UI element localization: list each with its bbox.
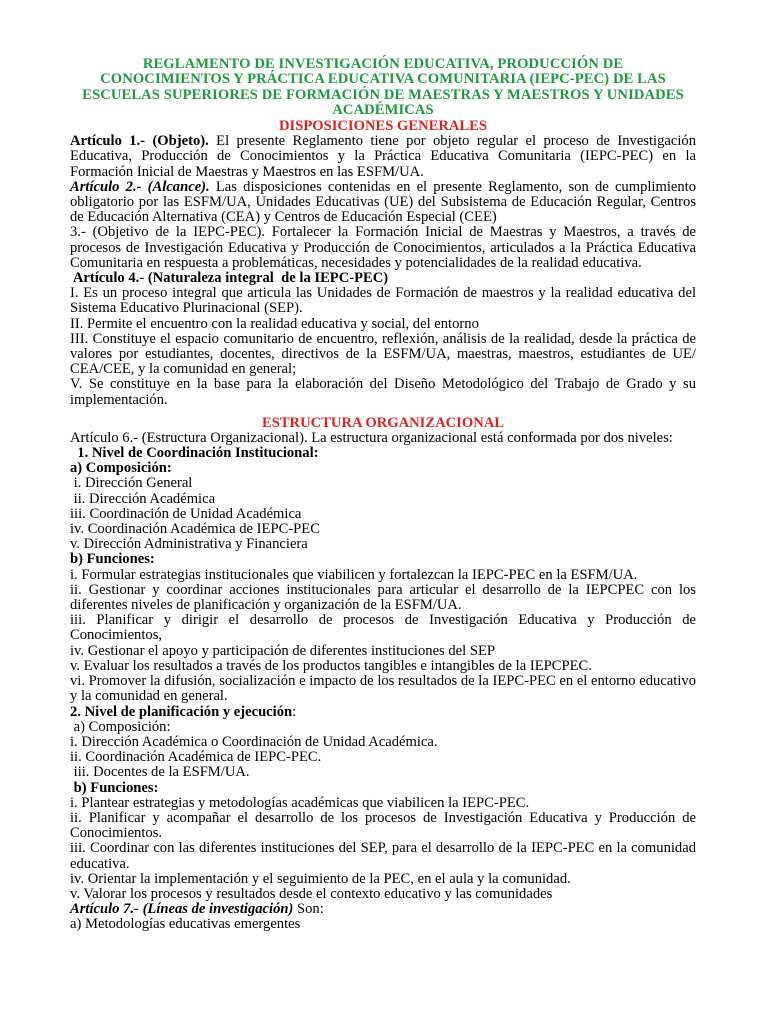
article-1 — [70, 134, 696, 180]
section-heading-estructura: ESTRUCTURA ORGANIZACIONAL — [261, 414, 505, 431]
list-item: i. Dirección Académica o Coordinación de Unidad Académica. — [70, 733, 438, 750]
article-4-item: V. Se constituye en la base para la elaboración del Diseño Metodológico del Trabajo de Grado y su implementación. — [70, 376, 696, 408]
list-item: iv. Gestionar el apoyo y participación de diferentes instituciones del SEP — [70, 642, 495, 659]
title-line: ESCUELAS SUPERIORES DE FORMACIÓN DE MAESTRAS Y MAESTROS Y UNIDADES — [82, 86, 684, 103]
level-2-heading — [70, 705, 696, 720]
level-1-composition-heading: a) Composición: — [70, 460, 172, 477]
list-item: ii. Dirección Académica — [70, 490, 216, 507]
article-4-heading: Artículo 4.- (Naturaleza integral de la IEPC-PEC) — [70, 270, 389, 287]
article-2 — [70, 180, 696, 226]
list-item: iii. Planificar y dirigir el desarrollo de procesos de Investigación Educativa y Producción de Conocimientos, — [70, 612, 696, 644]
article-7-tail: Son: — [293, 901, 324, 918]
list-item: ii. Gestionar y coordinar acciones institucionales para articular el desarrollo de la IEPCPEC con los diferentes niveles de planificación y organización de la ESFM/UA. — [70, 581, 696, 614]
list-item: ii. Coordinación Académica de IEPC-PEC. — [70, 749, 322, 766]
article-1-text: El presente Reglamento tiene por objeto regular el proceso de Investigación Educativa, Producción de Conocimientos y la Práctica Educativa Comunitaria (IEPC-PEC) en la Formación Inicial de Maestras y Maestros en las ESFM/UA. — [70, 133, 696, 180]
list-item: iii. Docentes de la ESFM/UA. — [70, 764, 250, 781]
level-2-heading-colon: : — [292, 703, 297, 720]
level-1-functions-heading: b) Funciones: — [70, 551, 155, 568]
list-item: v. Dirección Administrativa y Financiera — [70, 536, 308, 553]
list-item: ii. Planificar y acompañar el desarrollo de los procesos de Investigación Educativa y Producción de Conocimientos. — [70, 809, 696, 842]
list-item: iii. Coordinación de Unidad Académica — [70, 505, 302, 522]
level-1-heading: 1. Nivel de Coordinación Institucional: — [70, 445, 319, 462]
article-4-item: II. Permite el encuentro con la realidad educativa y social, del entorno — [70, 315, 479, 332]
title-line: REGLAMENTO DE INVESTIGACIÓN EDUCATIVA, PRODUCCIÓN DE — [142, 56, 624, 72]
article-3: 3.- (Objetivo de la IEPC-PEC). Fortalecer la Formación Inicial de Maestras y Maestros, a través de procesos de Investigación Educativa y Producción de Conocimientos, articulados a la Práctica Educativa Comunitaria en respuesta a problemáticas, necesidades y potencialidades de la realidad educativa. — [70, 224, 696, 271]
list-item: i. Dirección General — [70, 475, 193, 492]
article-1-heading: Artículo 1.- (Objeto). — [70, 133, 209, 150]
level-2-composition-heading: a) Composición: — [70, 718, 171, 735]
list-item: v. Valorar los procesos y resultados desde el contexto educativo y las comunidades — [70, 885, 553, 902]
article-2-heading: Artículo 2.- (Alcance). — [70, 178, 210, 195]
article-6: Artículo 6.- (Estructura Organizacional). La estructura organizacional está conformada por dos niveles: — [70, 429, 673, 446]
article-7 — [70, 902, 696, 917]
title-line: CONOCIMIENTOS Y PRÁCTICA EDUCATIVA COMUNITARIA (IEPC-PEC) DE LAS — [100, 71, 666, 88]
section-heading-disposiciones: DISPOSICIONES GENERALES — [278, 118, 488, 135]
article-7-heading: Artículo 7.- (Líneas de investigación) — [70, 901, 294, 918]
article-4-item: I. Es un proceso integral que articula las Unidades de Formación de maestros y la realidad educativa del Sistema Educativo Plurinacional (SEP). — [70, 285, 696, 317]
title-line: ACADÉMICAS — [332, 101, 434, 118]
document-title — [70, 57, 696, 118]
list-item: i. Plantear estrategias y metodologías académicas que viabilicen la IEPC-PEC. — [70, 794, 530, 811]
list-item: i. Formular estrategias institucionales que viabilicen y fortalezcan la IEPC-PEC en la ESFM/UA. — [70, 566, 638, 583]
list-item: a) Metodologías educativas emergentes — [70, 916, 301, 933]
article-4-item: III. Constituye el espacio comunitario de encuentro, reflexión, análisis de la realidad, desde la práctica de valores por estudiantes, docentes, directivos de la ESFM/UA, maestras, maestros, estudiantes de UE/ CEA/CEE, y la comunidad en general; — [70, 330, 696, 378]
list-item: vi. Promover la difusión, socialización e impacto de los resultados de la IEPC-PEC en el entorno educativo y la comunidad en general. — [70, 673, 696, 705]
list-item: iii. Coordinar con las diferentes instituciones del SEP, para el desarrollo de la IEPC-PEC en la comunidad educativa. — [70, 840, 696, 872]
article-2-text: Las disposiciones contenidas en el presente Reglamento, son de cumplimiento obligatorio por las ESFM/UA, Unidades Educativas (UE) del Subsistema de Educación Regular, Centros de Educación Alternativa (CEA) y Centros de Educación Especial (CEE) — [70, 178, 697, 226]
list-item: v. Evaluar los resultados a través de los productos tangibles e intangibles de la IEPCPEC. — [70, 657, 592, 674]
list-item: iv. Coordinación Académica de IEPC-PEC — [70, 521, 320, 538]
level-2-functions-heading: b) Funciones: — [70, 779, 159, 796]
level-2-heading-text: 2. Nivel de planificación y ejecución — [70, 703, 293, 720]
list-item: iv. Orientar la implementación y el seguimiento de la PEC, en el aula y la comunidad. — [70, 870, 571, 887]
